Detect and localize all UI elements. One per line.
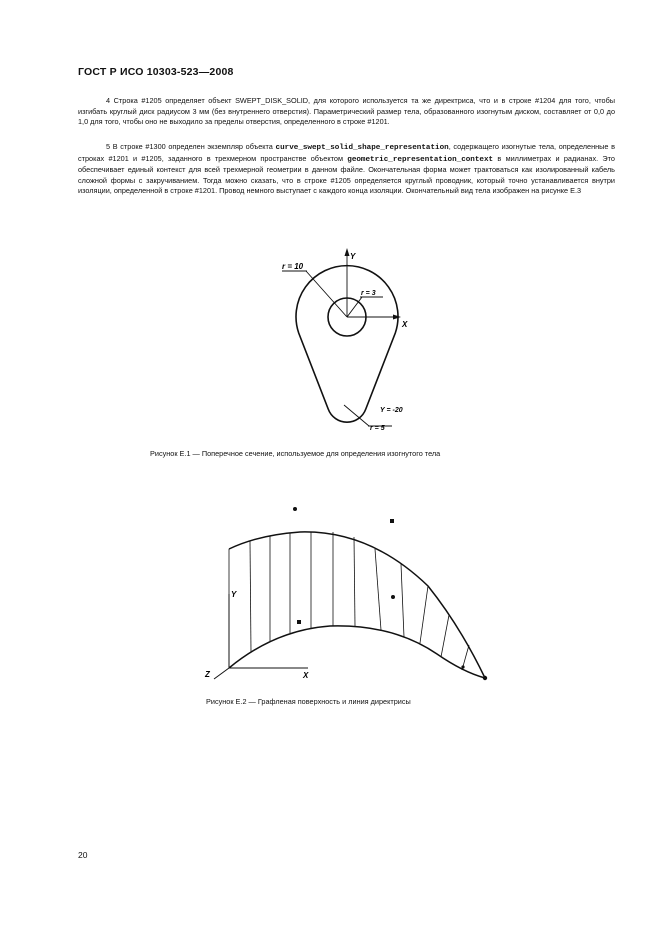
axis-y-label: Y bbox=[350, 252, 356, 261]
figure-e2-caption: Рисунок Е.2 — Графленая поверхность и линия директрисы bbox=[206, 697, 411, 706]
paragraph-5-part-e: в миллиметрах и радианах. Это обеспечивает единый контекст для всей трехмерной геометрии в данном файле. Окончательная форма может трактоваться как изолированный кабель сложной формы с закручиванием. Тогда можно сказать, что в строке #1205 определяется круглый проводник, который точно устанавливается внутри изоляции, определенной в строке #1201. Провод немного выступает с каждого конца изоляции. Окончательный вид тела изображен на рисунке Е.3 bbox=[78, 153, 615, 196]
entity-name-curve-swept: curve_swept_solid_shape_representation bbox=[275, 144, 449, 152]
control-point bbox=[297, 620, 301, 624]
page-number: 20 bbox=[78, 850, 88, 860]
figure-e1-caption: Рисунок Е.1 — Поперечное сечение, используемое для определения изогнутого тела bbox=[150, 449, 441, 458]
label-y-minus-20: Y = -20 bbox=[380, 407, 403, 414]
ruling-line bbox=[441, 615, 449, 657]
axis-x-label: X bbox=[402, 320, 408, 329]
entity-name-geometric-context: geometric_representation_context bbox=[347, 155, 494, 164]
paragraph-5-part-c: , содержащего изогнутые тела, определенные в строках #1201 и #1205, заданного в трехмерном пространстве объектом bbox=[78, 142, 615, 163]
label-r10: r = 10 bbox=[282, 262, 304, 271]
control-point bbox=[461, 665, 464, 668]
paragraph-4: 4 Строка #1205 определяет объект SWEPT_DISK_SOLID, для которого используется та же директриса, что и в строке #1204 для того, чтобы изгибать круглый диск радиусом 3 мм (без внутреннего отверстия). Параметрический размер тела, образованного изогнутым диском, составляет от 0,0 до 1,0 для того, чтобы оно не выходило за пределы отверстия, определенного в строке #1201. bbox=[78, 96, 615, 127]
control-point bbox=[293, 507, 297, 511]
paragraph-5-part-a: 5 В строке #1300 определен экземпляр объекта bbox=[106, 142, 276, 151]
ruling-line bbox=[375, 549, 381, 630]
fig2-axis-z-label: Z bbox=[205, 670, 210, 679]
fig2-z-axis bbox=[214, 668, 229, 679]
ruling-line bbox=[401, 564, 404, 637]
control-point bbox=[483, 676, 487, 680]
label-r5: r = 5 bbox=[370, 425, 385, 432]
directrix-curve bbox=[229, 626, 485, 678]
ruling-lines bbox=[229, 532, 469, 670]
label-r3: r = 3 bbox=[361, 290, 376, 297]
document-header: ГОСТ Р ИСО 10303-523—2008 bbox=[78, 66, 234, 78]
ruling-line bbox=[420, 586, 428, 643]
control-point bbox=[391, 595, 395, 599]
fig2-axis-y-label: Y bbox=[231, 590, 237, 599]
control-point bbox=[390, 519, 394, 523]
upper-edge-curve bbox=[229, 532, 485, 678]
fig2-axis-x-label: X bbox=[303, 671, 309, 680]
ruling-line bbox=[250, 541, 251, 652]
ruling-line bbox=[354, 537, 355, 626]
